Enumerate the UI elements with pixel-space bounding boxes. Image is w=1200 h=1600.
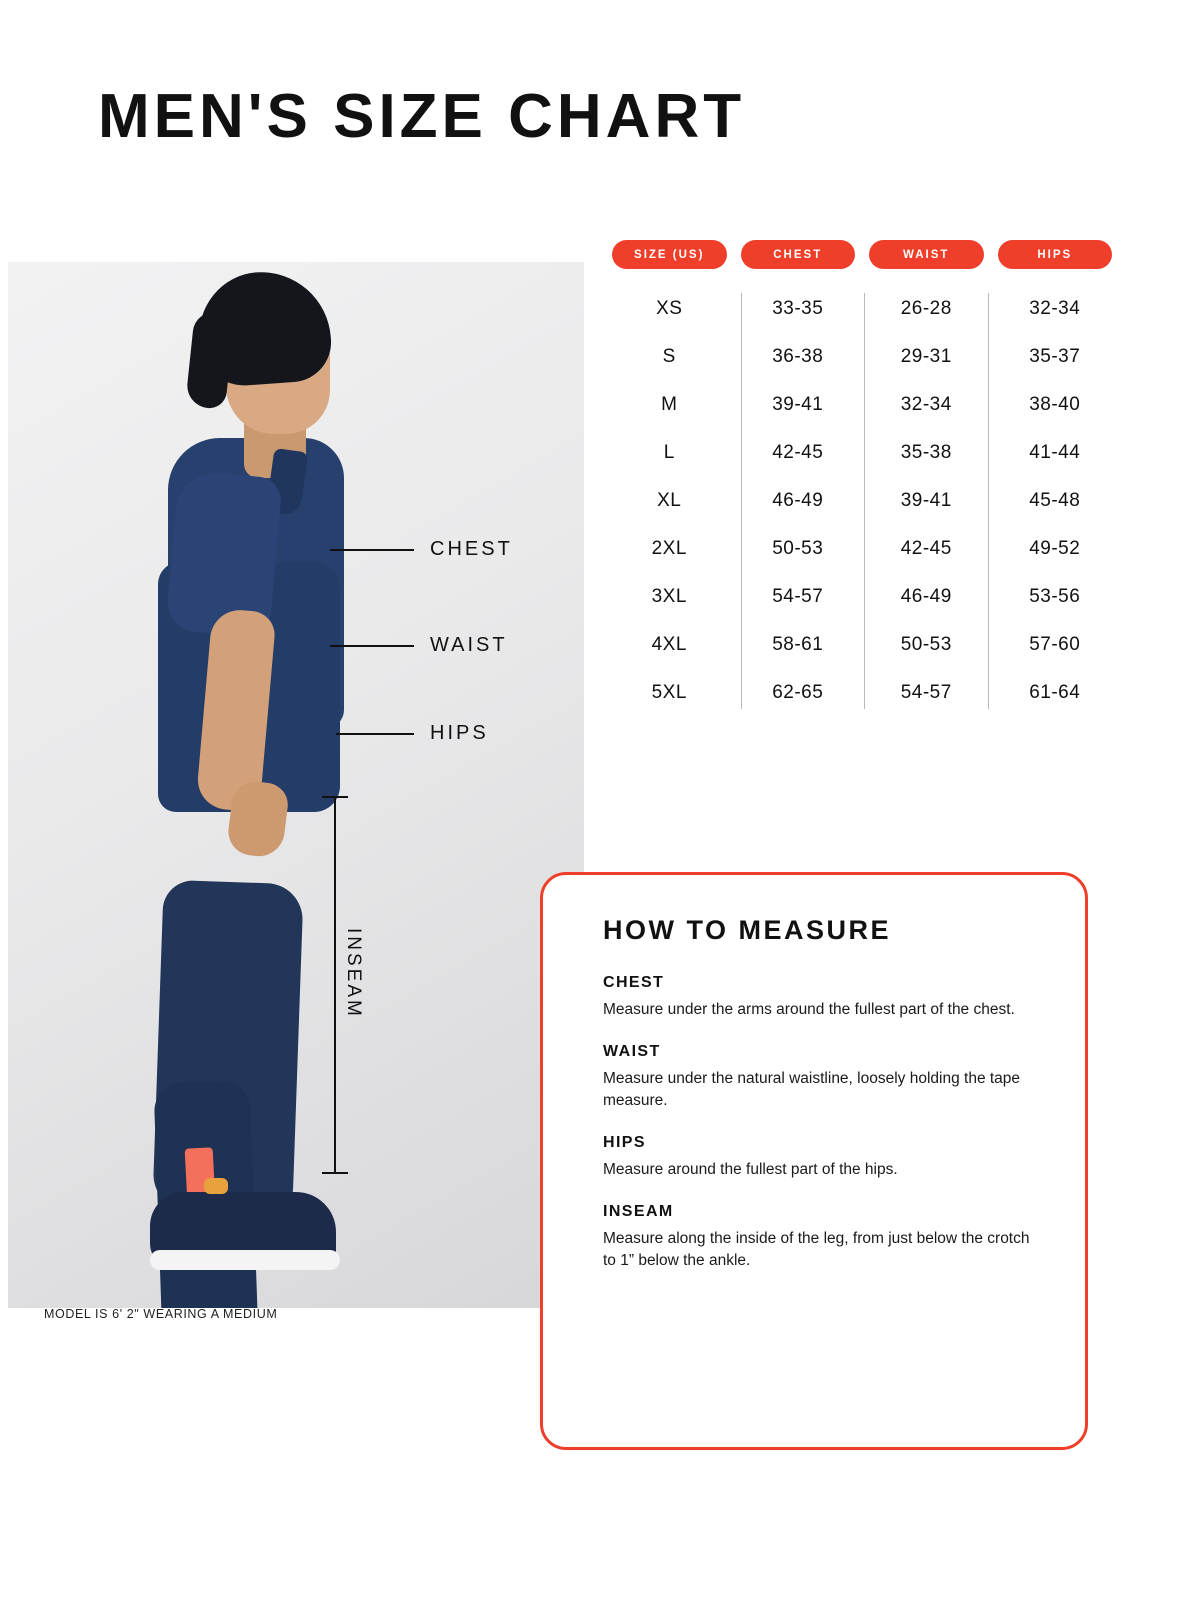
table-cell-size: M: [661, 394, 678, 415]
table-cell-measure: 39-41: [772, 394, 824, 415]
table-cell-measure: 49-52: [1029, 538, 1081, 559]
table-cell-measure: 39-41: [900, 490, 952, 511]
size-table-header-chest: CHEST: [741, 240, 856, 269]
callout-waist: [330, 634, 508, 657]
how-to-measure-box: [540, 872, 1088, 1450]
model-photo-panel: [8, 262, 584, 1308]
table-cell-size: XL: [657, 490, 682, 511]
callout-hips-line: [336, 733, 414, 735]
callout-chest-label: CHEST: [430, 538, 513, 560]
callout-waist-line: [330, 645, 414, 647]
table-cell-measure: 26-28: [900, 298, 952, 319]
table-cell-measure: 42-45: [772, 442, 824, 463]
measure-instruction-title: HIPS: [603, 1134, 646, 1151]
table-cell-measure: 54-57: [900, 682, 952, 703]
table-row: [612, 669, 1112, 717]
how-to-measure-heading: HOW TO MEASURE: [603, 915, 892, 945]
figure-sleeve: [165, 470, 283, 638]
table-cell-measure: 32-34: [1029, 298, 1081, 319]
table-cell-measure: 46-49: [900, 586, 952, 607]
table-row: [612, 333, 1112, 381]
table-cell-measure: 50-53: [772, 538, 824, 559]
table-cell-measure: 35-37: [1029, 346, 1081, 367]
table-cell-measure: 54-57: [772, 586, 824, 607]
table-cell-measure: 33-35: [772, 298, 824, 319]
size-table-header-size: SIZE (US): [612, 240, 727, 269]
table-cell-size: 5XL: [651, 682, 687, 703]
table-cell-measure: 42-45: [900, 538, 952, 559]
table-row: [612, 621, 1112, 669]
table-cell-measure: 61-64: [1029, 682, 1081, 703]
measure-instruction-text: Measure under the natural waistline, loosely holding the tape measure.: [603, 1070, 1021, 1109]
measure-instruction-title: CHEST: [603, 974, 665, 991]
model-caption: MODEL IS 6' 2" WEARING A MEDIUM: [44, 1307, 278, 1321]
measure-instruction-text: Measure along the inside of the leg, from just below the crotch to 1” below the ankle.: [603, 1230, 1030, 1269]
figure-shoe-accent: [204, 1178, 228, 1194]
table-row: [612, 429, 1112, 477]
table-cell-measure: 53-56: [1029, 586, 1081, 607]
callout-hips: [336, 722, 489, 745]
callout-waist-label: WAIST: [430, 634, 508, 656]
table-row: [612, 285, 1112, 333]
table-divider-1: [741, 293, 742, 709]
size-table: [612, 240, 1112, 717]
table-cell-measure: 35-38: [900, 442, 952, 463]
measure-instruction: [603, 1134, 1041, 1181]
table-cell-measure: 62-65: [772, 682, 824, 703]
table-cell-size: S: [662, 346, 676, 367]
callout-inseam-bottom-cap: [322, 1172, 348, 1174]
table-row: [612, 525, 1112, 573]
size-table-header-hips: HIPS: [998, 240, 1113, 269]
measure-instruction-title: WAIST: [603, 1043, 661, 1060]
table-divider-2: [864, 293, 865, 709]
model-figure-illustration: [8, 262, 584, 1308]
table-cell-size: 3XL: [651, 586, 687, 607]
callout-inseam-line: [334, 796, 336, 1174]
table-cell-measure: 57-60: [1029, 634, 1081, 655]
table-row: [612, 477, 1112, 525]
figure-shoe-sole: [150, 1250, 340, 1270]
measure-instruction: [603, 974, 1041, 1021]
table-cell-measure: 29-31: [900, 346, 952, 367]
size-table-body: [612, 285, 1112, 717]
table-cell-size: XS: [656, 298, 683, 319]
how-to-measure-list: [603, 974, 1041, 1272]
table-cell-measure: 32-34: [900, 394, 952, 415]
table-cell-size: 4XL: [651, 634, 687, 655]
callout-chest-line: [330, 549, 414, 551]
size-table-header-waist: WAIST: [869, 240, 984, 269]
measure-instruction-text: Measure around the fullest part of the hips.: [603, 1161, 898, 1178]
table-cell-size: 2XL: [651, 538, 687, 559]
size-table-header-row: [612, 240, 1112, 269]
table-cell-measure: 38-40: [1029, 394, 1081, 415]
measure-instruction-text: Measure under the arms around the fullest part of the chest.: [603, 1001, 1015, 1018]
table-cell-measure: 36-38: [772, 346, 824, 367]
table-cell-measure: 58-61: [772, 634, 824, 655]
table-cell-measure: 41-44: [1029, 442, 1081, 463]
table-cell-measure: 50-53: [900, 634, 952, 655]
table-row: [612, 381, 1112, 429]
table-divider-3: [988, 293, 989, 709]
callout-inseam-label: INSEAM: [343, 928, 364, 1019]
callout-chest: [330, 538, 513, 561]
table-cell-measure: 45-48: [1029, 490, 1081, 511]
measure-instruction: [603, 1203, 1041, 1272]
table-cell-measure: 46-49: [772, 490, 824, 511]
table-cell-size: L: [663, 442, 675, 463]
page-title: MEN'S SIZE CHART: [98, 82, 746, 151]
measure-instruction: [603, 1043, 1041, 1112]
callout-hips-label: HIPS: [430, 722, 489, 744]
table-row: [612, 573, 1112, 621]
measure-instruction-title: INSEAM: [603, 1203, 674, 1220]
